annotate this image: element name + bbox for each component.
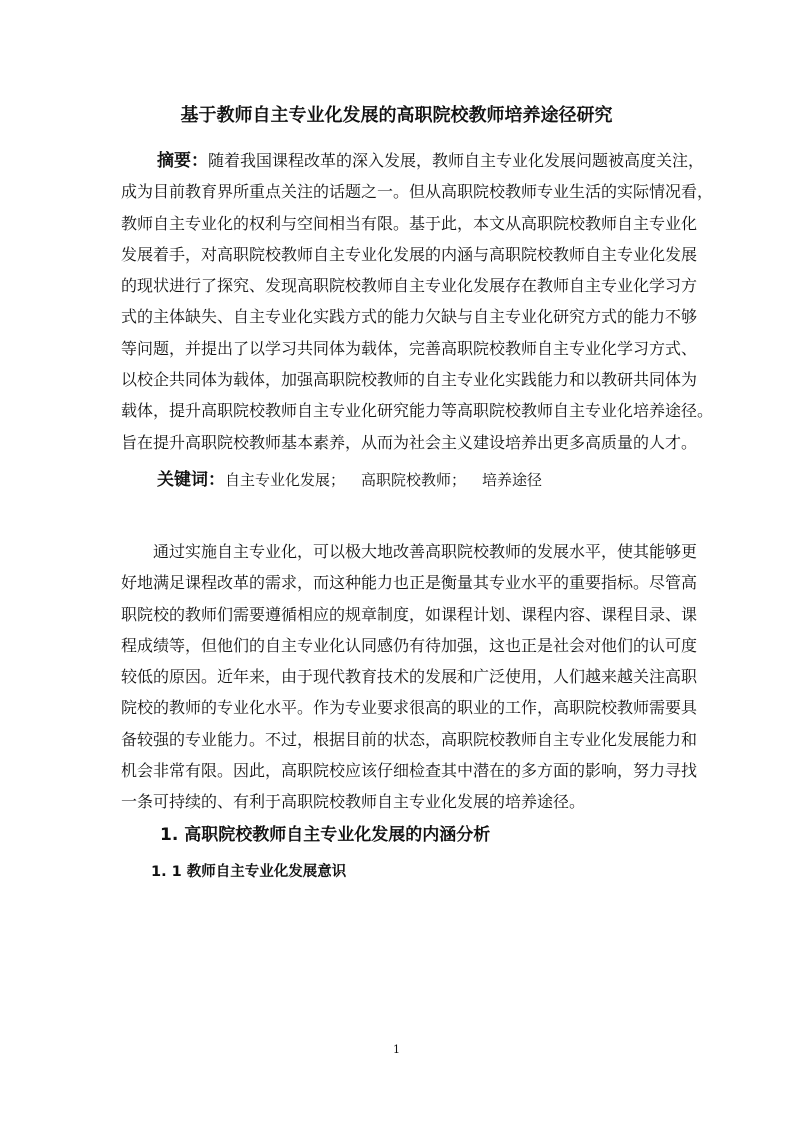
abstract-heading: 摘要：	[157, 151, 208, 171]
abstract	[121, 145, 714, 458]
paragraph-line: 职院校的教师们需要遵循相应的规章制度，如课程计划、课程内容、课程目录、课	[121, 604, 698, 624]
paragraph-line: 程成绩等，但他们的自主专业化认同感仍有待加强，这也正是社会对他们的认可度	[121, 635, 698, 655]
paragraph-line: 一条可持续的、有利于高职院校教师自主专业化发展的培养途径。	[121, 792, 586, 812]
abstract-line: 成为目前教育界所重点关注的话题之一。但从高职院校教师专业生活的实际情况看，	[121, 182, 714, 202]
paragraph-line: 备较强的专业能力。不过，根据目前的状态，高职院校教师自主专业化发展能力和	[121, 729, 698, 749]
keyword-item: 自主专业化发展；	[225, 471, 346, 489]
abstract-line: 等问题，并提出了以学习共同体为载体，完善高职院校教师自主专业化学习方式、	[121, 338, 698, 358]
keyword-item: 高职院校教师；	[361, 471, 467, 489]
paragraph-line: 通过实施自主专业化，可以极大地改善高职院校教师的发展水平，使其能够更	[153, 542, 698, 561]
abstract-line: 载体，提升高职院校教师自主专业化研究能力等高职院校教师自主专业化培养途径。	[121, 401, 714, 421]
paragraph-line: 院校的教师的专业化水平。作为专业要求很高的职业的工作，高职院校教师需要具	[121, 698, 698, 718]
paragraph-line: 较低的原因。近年来，由于现代教育技术的发展和广泛使用，人们越来越关注高职	[121, 667, 698, 687]
section-heading: 1. 高职院校教师自主专业化发展的内涵分析	[160, 825, 491, 845]
keyword-item: 培养途径	[482, 471, 543, 489]
paragraph-line: 好地满足课程改革的需求，而这种能力也正是衡量其专业水平的重要指标。尽管高	[121, 573, 698, 593]
abstract-line: 教师自主专业化的权利与空间相当有限。基于此，本文从高职院校教师自主专业化	[121, 213, 698, 233]
page-number: 1	[393, 1043, 400, 1056]
abstract-line: 旨在提升高职院校教师基本素养，从而为社会主义建设培养出更多高质量的人才。	[121, 432, 698, 452]
abstract-line: 式的主体缺失、自主专业化实践方式的能力欠缺与自主专业化研究方式的能力不够	[121, 307, 698, 327]
keywords	[157, 466, 542, 494]
page-title: 基于教师自主专业化发展的高职院校教师培养途径研究	[180, 105, 613, 126]
subsection-heading: 1. 1 教师自主专业化发展意识	[151, 864, 347, 880]
abstract-line	[121, 145, 705, 176]
abstract-text: 随着我国课程改革的深入发展，教师自主专业化发展问题被高度关注，	[208, 151, 705, 170]
keywords-heading: 关键词：	[157, 470, 225, 490]
abstract-line: 的现状进行了探究、发现高职院校教师自主专业化发展存在教师自主专业化学习方	[121, 276, 698, 296]
abstract-line: 发展着手，对高职院校教师自主专业化发展的内涵与高职院校教师自主专业化发展	[121, 244, 698, 264]
abstract-line: 以校企共同体为载体，加强高职院校教师的自主专业化实践能力和以教研共同体为	[121, 370, 698, 390]
paragraph-line: 机会非常有限。因此，高职院校应该仔细检查其中潜在的多方面的影响，努力寻找	[121, 761, 698, 781]
intro-paragraph	[121, 536, 698, 818]
